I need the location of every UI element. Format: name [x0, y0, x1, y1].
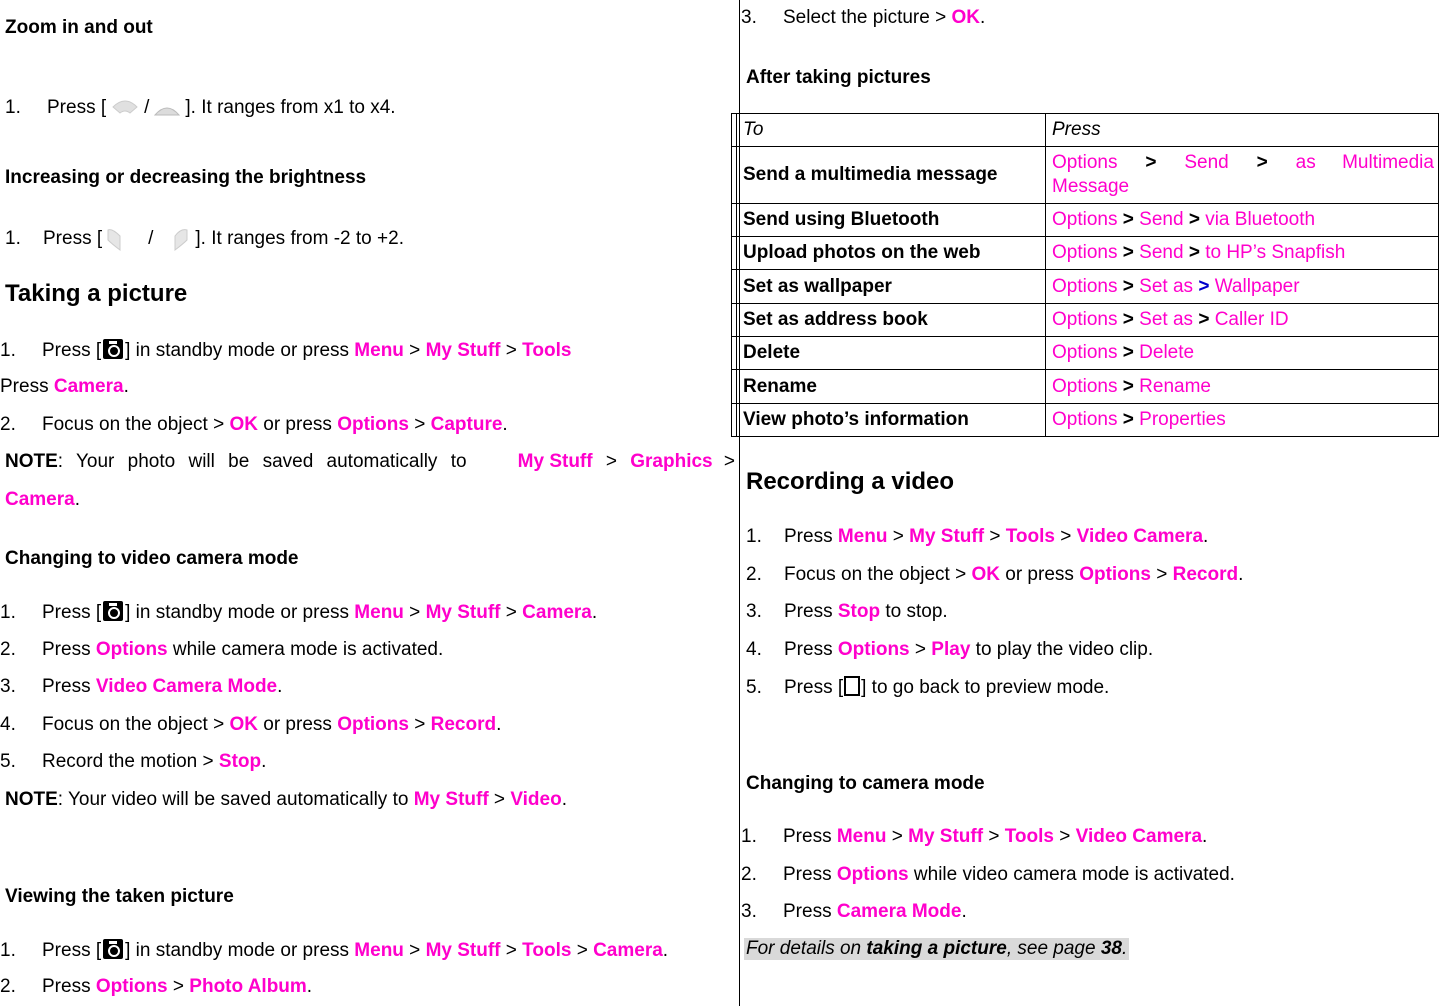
- video-step-5: 5. Record the motion > Stop.: [0, 751, 267, 772]
- viewing-heading: Viewing the taken picture: [5, 886, 234, 907]
- view-step-1: 1. Press [ ] in standby mode or press Menu > My Stuff > Tools > Camera.: [0, 940, 669, 961]
- zoom-heading: Zoom in and out: [5, 17, 153, 38]
- back-key-icon: [844, 676, 860, 696]
- rec-step-1: 1. Press Menu > My Stuff > Tools > Video Camera.: [746, 526, 1209, 547]
- note-video-saved: NOTE: Your video will be saved automatically to My Stuff > Video.: [5, 789, 567, 810]
- cam-step-2: 2. Press Options while video camera mode is activated.: [741, 864, 1235, 885]
- rec-step-4: 4. Press Options > Play to play the video clip.: [746, 639, 1154, 660]
- recording-video-heading: Recording a video: [746, 468, 955, 495]
- note-photo-saved: NOTE: Your photo will be saved automatically to My Stuff > Graphics >: [5, 451, 735, 472]
- table-header-row: [732, 114, 1439, 147]
- options-table: [731, 113, 1439, 437]
- multimedia-word: as Multimedia: [1295, 152, 1434, 173]
- video-step-4: 4. Focus on the object > OK or press Options > Record.: [0, 714, 502, 735]
- video-step-1: 1. Press [ ] in standby mode or press Menu > My Stuff > Camera.: [0, 602, 598, 623]
- table-row: Set as wallpaper Options > Set as > Wallpaper: [732, 270, 1439, 304]
- video-step-3: 3. Press Video Camera Mode.: [0, 676, 283, 697]
- table-row: Send a multimedia message Options > Send > as Multimedia Message: [732, 147, 1439, 204]
- header-press: Press: [1046, 114, 1439, 147]
- zoom-in-key-icon: [110, 97, 140, 119]
- table-row: Rename Options > Rename: [732, 370, 1439, 404]
- rec-step-5: 5. Press [ ] to go back to preview mode.: [746, 677, 1110, 698]
- cam-step-3: 3. Press Camera Mode.: [741, 901, 967, 922]
- brightness-heading: Increasing or decreasing the brightness: [5, 167, 367, 188]
- video-mode-heading: Changing to video camera mode: [5, 548, 299, 569]
- brightness-step: 1. Press [ / ]. It ranges from -2 to +2.: [5, 226, 404, 252]
- camera-mode-heading: Changing to camera mode: [746, 773, 985, 794]
- header-to: To: [737, 114, 1046, 147]
- brightness-down-key-icon: [157, 226, 191, 252]
- note-photo-saved-cont: Camera.: [5, 489, 80, 510]
- taking-picture-heading: Taking a picture: [5, 280, 188, 307]
- rec-step-2: 2. Focus on the object > OK or press Options > Record.: [746, 564, 1244, 585]
- camera-key-icon: [103, 339, 123, 359]
- see-page-footnote: For details on taking a picture, see page 38.: [746, 938, 1128, 959]
- zoom-step: 1. Press [ / ]. It ranges from x1 to x4.: [5, 97, 396, 119]
- brightness-up-key-icon: [106, 226, 144, 252]
- taking-step-1b: Press Camera.: [0, 376, 129, 397]
- table-row: Upload photos on the web Options > Send > to HP’s Snapfish: [732, 237, 1439, 270]
- rec-step-3: 3. Press Stop to stop.: [746, 601, 948, 622]
- view-step-2: 2. Press Options > Photo Album.: [0, 976, 313, 997]
- after-taking-heading: After taking pictures: [746, 67, 931, 88]
- camera-key-icon: [103, 601, 123, 621]
- taking-step-1: 1. Press [ ] in standby mode or press Menu > My Stuff > Tools: [0, 340, 572, 361]
- table-row: Delete Options > Delete: [732, 337, 1439, 370]
- table-row: Send using Bluetooth Options > Send > via Bluetooth: [732, 204, 1439, 237]
- message-word: Message: [1052, 176, 1130, 197]
- cam-step-1: 1. Press Menu > My Stuff > Tools > Video Camera.: [741, 826, 1208, 847]
- table-row: Set as address book Options > Set as > Caller ID: [732, 304, 1439, 337]
- taking-step-2: 2. Focus on the object > OK or press Options > Capture.: [0, 414, 508, 435]
- select-picture-step: 3. Select the picture > OK.: [741, 7, 986, 28]
- camera-key-icon: [103, 939, 123, 959]
- table-row: View photo’s information Options > Properties: [732, 404, 1439, 437]
- video-step-2: 2. Press Options while camera mode is activated.: [0, 639, 444, 660]
- zoom-out-key-icon: [153, 97, 181, 119]
